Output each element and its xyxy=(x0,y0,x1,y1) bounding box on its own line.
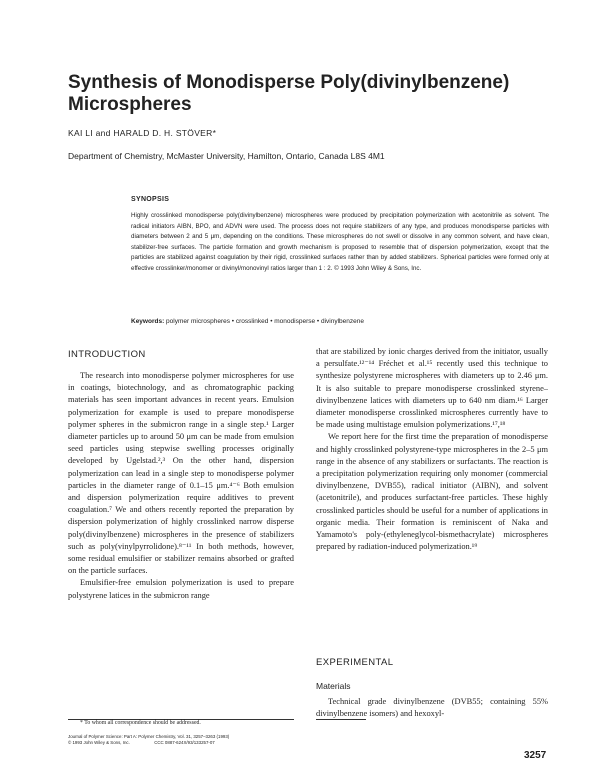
intro-paragraph-3: that are stabilized by ionic charges derived from the initiator, usually a persulfate.¹²⁻¹⁴ Fréchet et al.¹⁵ recently used this technique to synthesize polystyrene microspheres with diameters up to 2.46 μm. It is also suitable to prepare monodisperse crosslinked styrene–divinylbenzene latices with diameters up to 640 nm diam.¹⁶ Larger diameter monodisperse crosslinked microspheres currently have to be made using multistage emulsion polymerizations.¹⁷,¹⁸ xyxy=(316,347,548,430)
page-number: 3257 xyxy=(524,750,547,761)
affiliation: Department of Chemistry, McMaster University, Hamilton, Ontario, Canada L8S 4M1 xyxy=(68,151,385,161)
keywords-list: polymer microspheres • crosslinked • monodisperse • divinylbenzene xyxy=(166,318,364,325)
journal-citation: Journal of Polymer Science: Part A: Polymer Chemistry, Vol. 31, 3257–3263 (1993) xyxy=(68,734,230,739)
copyright-line: © 1993 John Wiley & Sons, Inc. CCC 0887-624X/93/133257-07 xyxy=(68,740,215,745)
intro-paragraph-2: Emulsifier-free emulsion polymerization is used to prepare polystyrene latices in the submicron range xyxy=(68,578,294,600)
left-column xyxy=(68,370,294,602)
keywords-label: Keywords: xyxy=(131,318,165,325)
materials-subheading: Materials xyxy=(316,681,351,691)
author-line: KAI LI and HARALD D. H. STÖVER* xyxy=(68,128,217,138)
column-rule xyxy=(316,719,366,720)
right-column xyxy=(316,346,548,553)
journal-info xyxy=(68,734,358,746)
synopsis-heading: SYNOPSIS xyxy=(131,196,170,203)
intro-paragraph-1: The research into monodisperse polymer microspheres for use in coatings, biotechnology, and as chromatographic packing materials has seen important advances in recent years. Emulsion polymerization for example is used to prepare monodisperse polymer spheres in the submicron range in a single step.¹ Larger diameter particles up to around 50 μm can be made from emulsion seed particles using stepwise swelling processes originally developed by Ugelstad.²,³ On the other hand, dispersion polymerization can lead in a single step to monodisperse polymer particles in the diameter range of 0.1–15 μm.⁴⁻⁶ Both emulsion and dispersion polymerization require additives to prevent coagulation.⁷ We and others recently reported the preparation by dispersion polymerization of highly crosslinked narrow disperse poly(divinylbenzene) microspheres in the presence of stabilizers such as poly(vinylpyrrolidone).⁸⁻¹¹ In both methods, however, some residual emulsifier or stabilizer remains absorbed or grafted on the particle surfaces. xyxy=(68,371,294,576)
experimental-text-block xyxy=(316,696,548,720)
article-title: Synthesis of Monodisperse Poly(divinylbenzene) Microspheres xyxy=(68,72,510,115)
correspondence-footnote: * To whom all correspondence should be addressed. xyxy=(80,720,201,726)
materials-text: Technical grade divinylbenzene (DVB55; containing 55% divinylbenzene isomers) and hexoxyl- xyxy=(316,697,548,719)
keywords-line xyxy=(131,318,549,325)
experimental-heading: EXPERIMENTAL xyxy=(316,657,394,668)
synopsis-text: Highly crosslinked monodisperse poly(divinylbenzene) microspheres were produced by precipitation polymerization with acetonitrile as solvent. The radical initiators AIBN, BPO, and ADVN were used. The process does not require stabilizers of any type, and produces monodisperse particles with diameters between 2 and 5 μm, depending on the conditions. These microspheres do not swell or dissolve in any common solvent, and have clean, stabilizer-free surfaces. The particle formation and growth mechanism is proposed to resemble that of dispersion polymerization, except that the particles are stabilized against coagulation by their rigid, crosslinked surfaces rather than by added stabilizers. Spherical particles were formed only at effective crosslinker/monomer or divinyl/monovinyl ratios larger than 1 : 2. © 1993 John Wiley & Sons, Inc. xyxy=(131,212,549,272)
intro-paragraph-4: We report here for the first time the preparation of monodisperse and highly crosslinked polystyrene-type microspheres in the 2–5 μm range in the absence of any stabilizers or surfactants. The reaction is a precipitation polymerization requiring only monomer (commercial divinylbenzene, DVB55), radical initiator (AIBN), and solvent (acetonitrile), and produces surfactant-free particles. These highly crosslinked particles should be useful for a number of applications in organic media. Their formation is reminiscent of Naka and Yamamoto's poly-(ethyleneglycol-bismethacrylate) microspheres prepared by radiation-induced polymerization.¹⁹ xyxy=(316,432,548,552)
introduction-heading: INTRODUCTION xyxy=(68,349,146,360)
